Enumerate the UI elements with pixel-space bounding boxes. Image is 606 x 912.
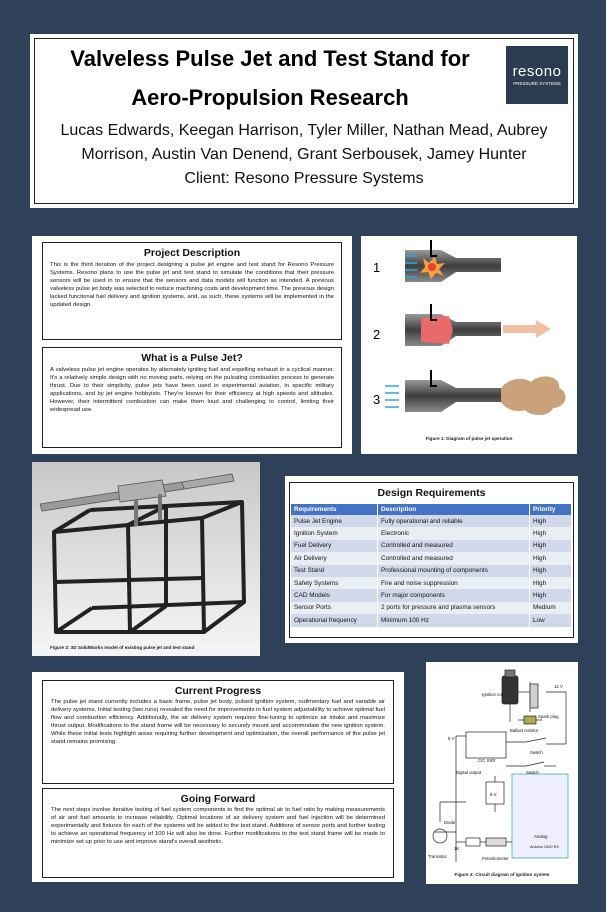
cell: 2 ports for pressure and plasma sensors	[378, 602, 530, 614]
table-row	[291, 577, 572, 589]
cell: High	[530, 540, 572, 552]
going-forward-heading: Going Forward	[180, 793, 256, 805]
label-switch-1: Switch	[530, 750, 543, 755]
cell: For major components	[378, 589, 530, 601]
label-12v: 12 V	[554, 684, 563, 689]
stage-1-tube	[405, 250, 501, 282]
going-forward-body: The next steps involve iterative testing of fuel system components to find the optimal air to fuel ratio by making measurements of air and fuel amounts to increase reliability. Optimal locations of air delivery system and fuel injection will be determined experimentally and fixtures for each of the systems will be added to the test stand. Additions of sensor ports and further testing to achieve an operational frequency of 100 Hz will also be done. Further modifications to the test stand frame will be made to minimize set up prior to use and improve stand's overall aesthetic.	[51, 807, 385, 846]
header-panel	[30, 34, 578, 208]
cell: Professional mounting of components	[378, 565, 530, 577]
going-forward-box	[42, 788, 394, 878]
figure2-caption: Figure 2: 3D SolidWorks model of existing pulse jet and test stand	[50, 645, 195, 650]
cell: Controlled and measured	[378, 552, 530, 564]
table-row	[291, 614, 572, 626]
col-requirements: Requirements	[291, 504, 378, 515]
what-is-body: A valveless pulse jet engine operates by alternately igniting fuel and expelling exhaust in a cyclical manner. It's a relatively simple design with no moving parts, relying on the pulsating combustion process to generate thrust. Due to their simplicity, pulse jets have been used in experimental aviation, in specific military applications, and by jet engine hobbyists. They're known for their efficiency at high speeds and altitudes. However, their intermittent combustion can make them loud and challenging to control, limiting their widespread use.	[50, 367, 334, 414]
cell: High	[530, 589, 572, 601]
ignition-circuit-diagram	[426, 662, 578, 868]
label-ballast: Ballast resistor	[510, 728, 539, 733]
project-description-body: This is the third iteration of the project designing a pulse jet engine and test stand for Resono Pressure Systems. Resono plans to use the pulse jet and test stand to simulate the conditions that their pressure sensors will be used in to ensure that the sensors and data models will function as intended. A previous valveless pulse jet body was selected to reduce machining costs and development time. The previous design lacked functional fuel delivery and ignition systems, and, as such, these systems will be implemented in the updated design.	[50, 262, 334, 309]
stage-3-label: 3	[373, 392, 381, 407]
resono-logo	[506, 46, 568, 104]
label-digital-output: Digital output	[456, 770, 482, 775]
cell: High	[530, 565, 572, 577]
label-potentiometer: Potentiometer	[482, 856, 509, 861]
label-transistor: Transistor	[428, 854, 447, 859]
col-priority: Priority	[530, 504, 572, 515]
pulse-jet-diagram	[361, 236, 577, 436]
cell: Test Stand	[291, 565, 378, 577]
label-analog: Analog	[534, 834, 548, 839]
figure1-caption: Figure 1: Diagram of pulse jet operation	[425, 436, 513, 441]
cell: Controlled and measured	[378, 540, 530, 552]
figure3-caption: Figure 3: Circuit diagram of ignition system	[454, 872, 550, 877]
cell: Sensor Ports	[291, 602, 378, 614]
stage-1-label: 1	[373, 260, 381, 275]
test-stand-model	[32, 462, 260, 642]
table-row	[291, 565, 572, 577]
table-row	[291, 540, 572, 552]
what-is-box	[42, 347, 342, 448]
cell: High	[530, 515, 572, 527]
cell: Fully operational and reliable	[378, 515, 530, 527]
stage-3-exhaust-cloud	[501, 376, 566, 415]
cell: High	[530, 527, 572, 539]
current-progress-box	[42, 680, 394, 784]
cell: Low	[530, 614, 572, 626]
what-is-heading: What is a Pulse Jet?	[141, 352, 243, 364]
requirements-panel	[285, 476, 578, 643]
cell: CAD Models	[291, 589, 378, 601]
stage-2-exhaust-arrow	[503, 320, 551, 338]
current-progress-heading: Current Progress	[174, 685, 262, 697]
stage-2-label: 2	[373, 327, 381, 342]
cell: Electronic	[378, 527, 530, 539]
figure3-panel	[426, 662, 578, 884]
table-row	[291, 552, 572, 564]
table-row	[291, 527, 572, 539]
cell: Safety Systems	[291, 577, 378, 589]
logo-text: resono	[512, 63, 562, 80]
authors-line-1: Lucas Edwards, Keegan Harrison, Tyler Miller, Nathan Mead, Aubrey	[60, 122, 548, 139]
cell: Minimum 100 Hz	[378, 614, 530, 626]
client-line: Client: Resono Pressure Systems	[184, 170, 424, 187]
label-5v: 5 V	[448, 736, 455, 741]
title-line-1: Valveless Pulse Jet and Test Stand for	[70, 46, 470, 71]
label-arduino: Arduino UNO R3	[530, 845, 559, 849]
table-row	[291, 602, 572, 614]
col-description: Description	[378, 504, 530, 515]
cell: High	[530, 552, 572, 564]
intro-panel	[32, 236, 352, 454]
label-switch-2: Switch	[526, 770, 539, 775]
cell: Ignition System	[291, 527, 378, 539]
label-spark-plug: Spark plug	[538, 714, 559, 719]
cell: Operational frequency	[291, 614, 378, 626]
cell: Fire and noise suppression	[378, 577, 530, 589]
cell: Fuel Delivery	[291, 540, 378, 552]
authors-line-2: Morrison, Austin Van Denend, Grant Serbousek, Jamey Hunter	[81, 146, 527, 163]
cell: High	[530, 577, 572, 589]
current-progress-body: The pulse jet stand currently includes a basic frame, pulse jet body, pulsed ignition system, rudimentary fuel and variable air delivery systems. Initial testing (two runs) revealed the need for improvements in fuel system adjustability to achieve optimal fuel flow and combustion efficiency. Additionally, the air delivery system requires fine-tuning to optimize air intake and maximize thrust output. Modifications to the stand frame will be necessary to securely mount and accommodate the new ignition system. While these initial tests highlight areas requiring further development and optimization, the overall performance of the pulse jet stand remains promising.	[51, 699, 385, 746]
project-description-heading: Project Description	[143, 247, 241, 259]
progress-panel	[32, 672, 404, 882]
stage-3-tube	[405, 380, 501, 412]
label-ssr: CIC SSR	[478, 758, 496, 763]
requirements-table	[291, 504, 572, 627]
table-row	[291, 515, 572, 527]
table-row	[291, 589, 572, 601]
requirements-heading: Design Requirements	[377, 487, 486, 499]
label-9v: 9 V	[490, 792, 497, 797]
logo-subtext: PRESSURE SYSTEMS	[513, 81, 561, 86]
label-ignition-coil: Ignition coil	[482, 692, 504, 697]
label-diode: Diode	[444, 820, 456, 825]
title-line-2: Aero-Propulsion Research	[131, 85, 409, 110]
figure1-panel	[361, 236, 577, 454]
label-1k: 1K	[454, 846, 460, 851]
cell: Air Delivery	[291, 552, 378, 564]
cell: Pulse Jet Engine	[291, 515, 378, 527]
figure2-panel	[32, 462, 260, 656]
project-description-box	[42, 242, 342, 340]
cell: Medium	[530, 602, 572, 614]
